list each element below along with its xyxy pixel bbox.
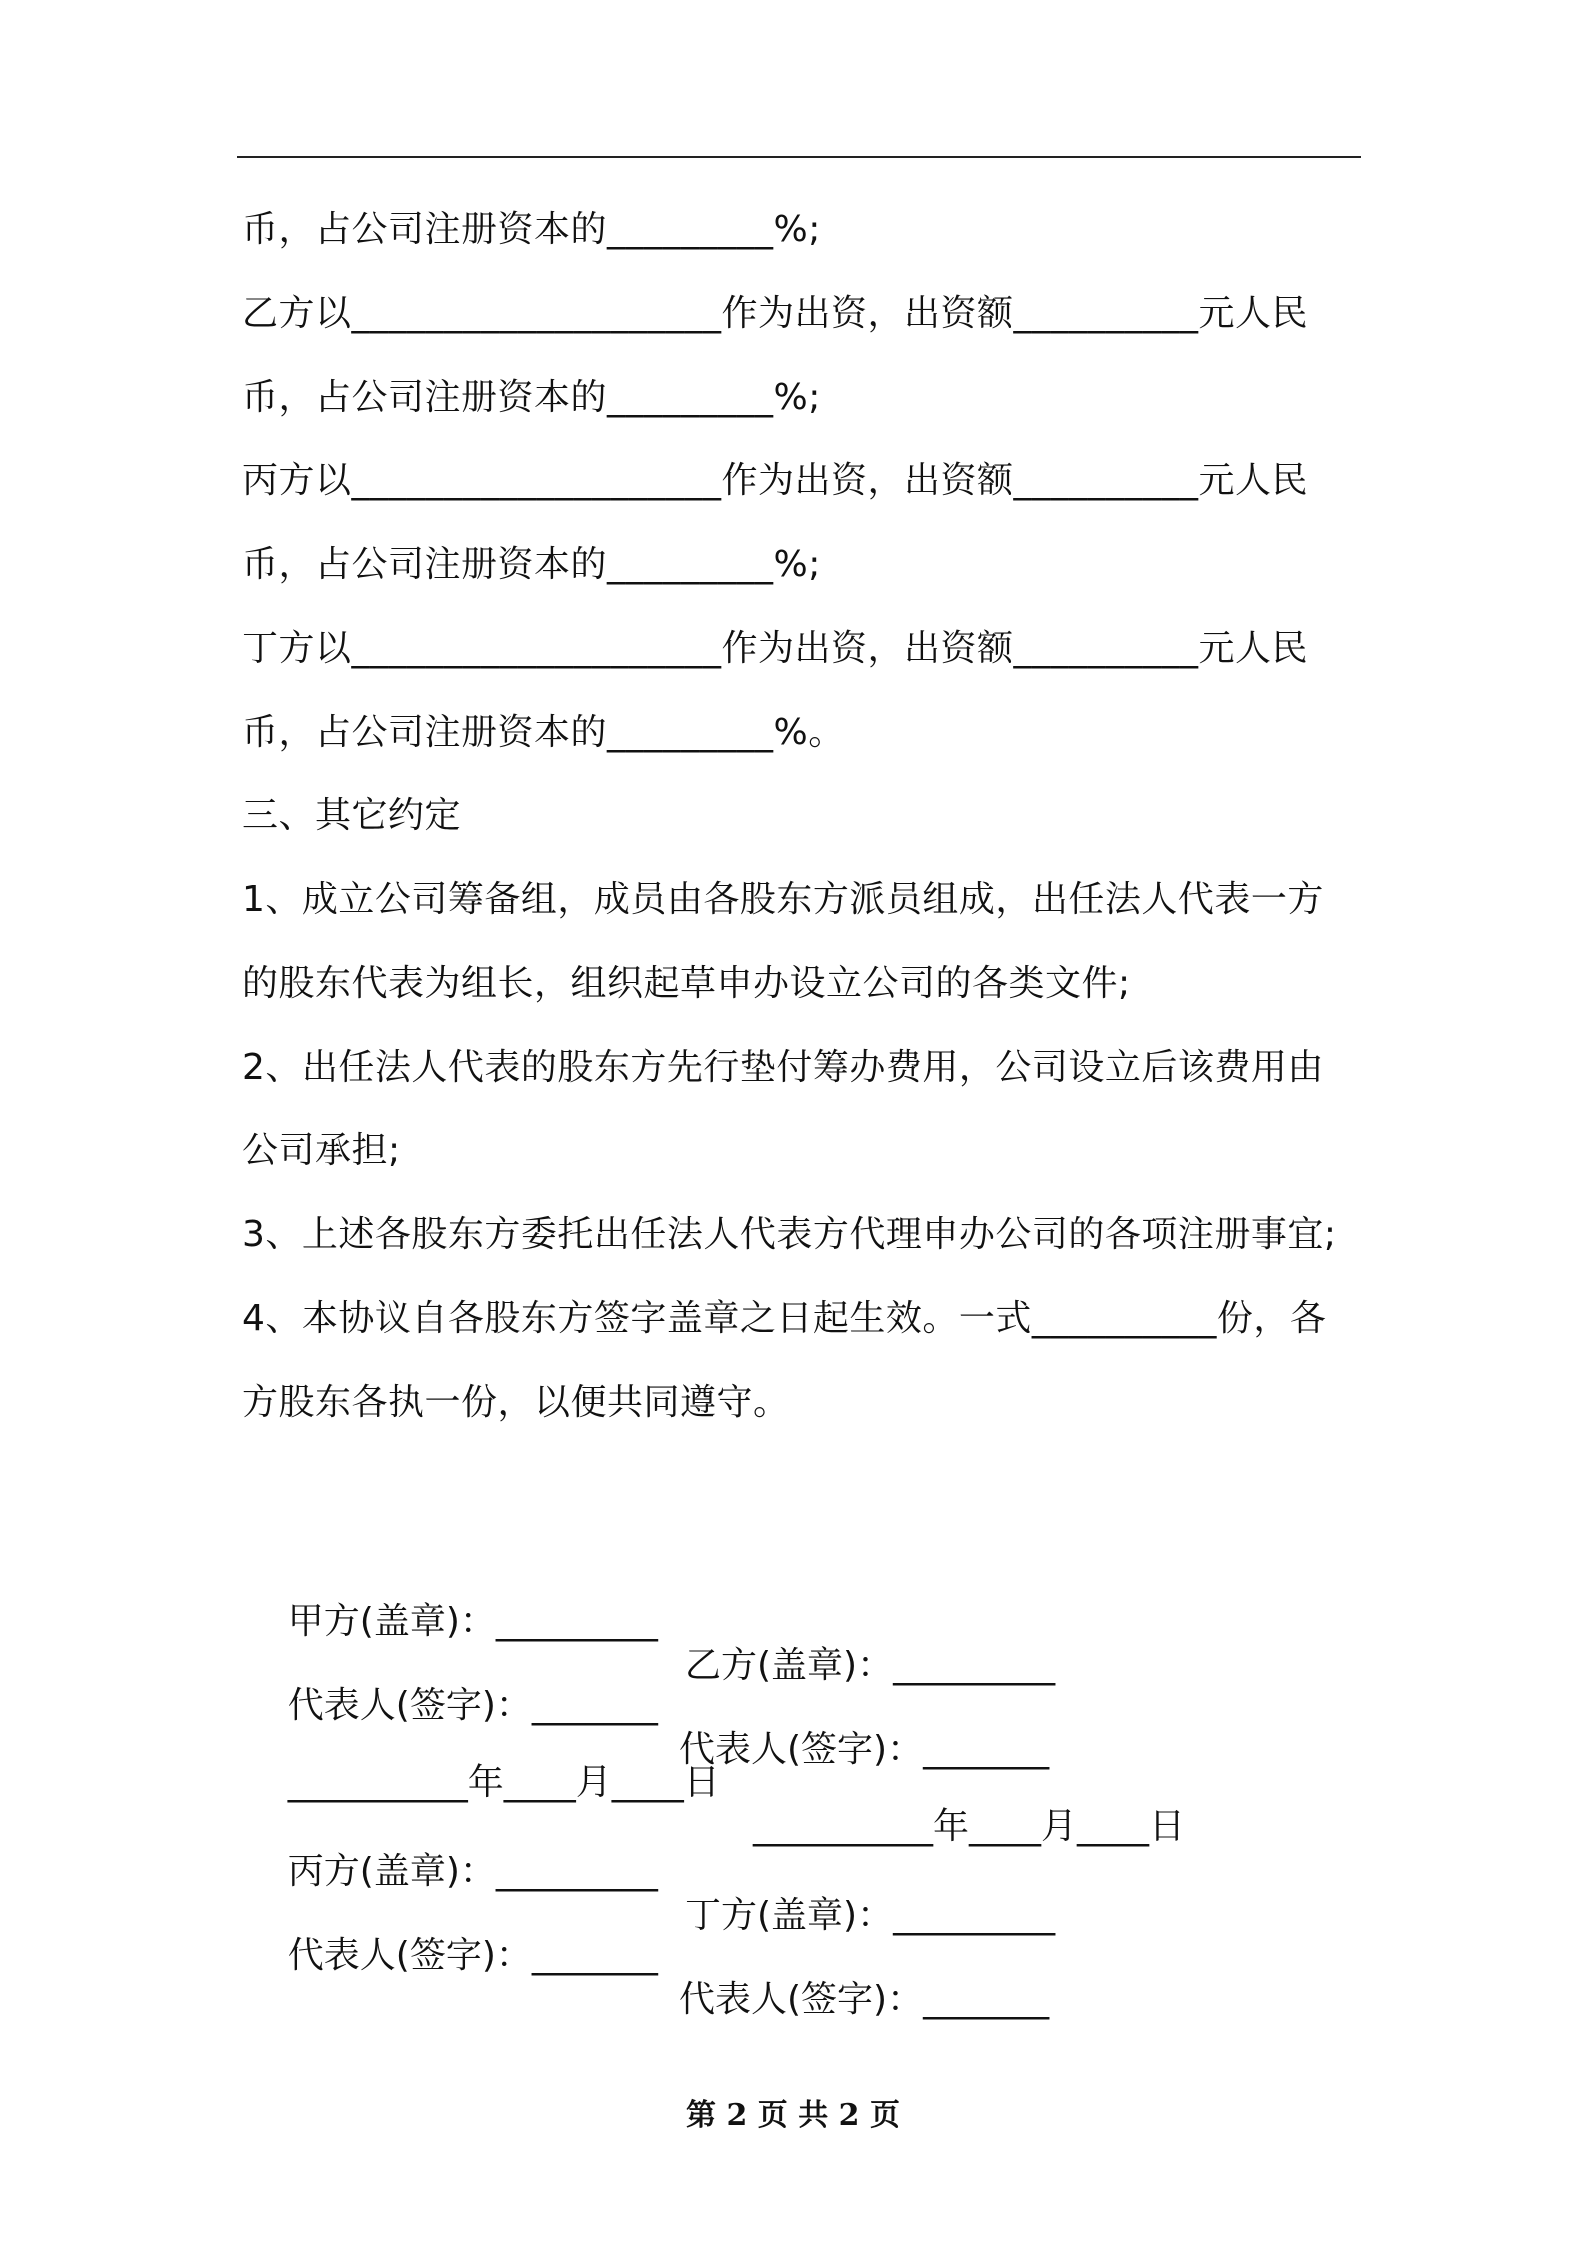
representative-sign-field-3[interactable]: 代表人(签字)：_______: [287, 1935, 658, 1976]
body-line-12: 公司承担;: [242, 1130, 401, 1171]
representative-sign-field-2[interactable]: 代表人(签字)：_______: [679, 1729, 1050, 1770]
body-line-13: 3、上述各股东方委托出任法人代表方代理申办公司的各项注册事宜;: [242, 1214, 1337, 1255]
body-line-15: 方股东各执一份，以便共同遵守。: [242, 1382, 790, 1423]
body-line-10: 的股东代表为组长，组织起草申办设立公司的各类文件;: [242, 963, 1131, 1004]
party-d-seal-field[interactable]: 丁方(盖章)：_________: [685, 1895, 1056, 1936]
body-line-7: 币，占公司注册资本的_________%。: [242, 712, 845, 753]
representative-sign-field-1[interactable]: 代表人(签字)：_______: [287, 1685, 658, 1726]
body-line-14: 4、本协议自各股东方签字盖章之日起生效。一式__________份，各: [242, 1298, 1327, 1339]
date-field-2[interactable]: __________年____月____日: [753, 1806, 1185, 1847]
party-a-seal-field[interactable]: 甲方(盖章)：_________: [287, 1601, 658, 1642]
body-line-1: 币，占公司注册资本的_________%;: [242, 209, 821, 250]
date-field-1[interactable]: __________年____月____日: [287, 1762, 720, 1803]
party-c-seal-field[interactable]: 丙方(盖章)：_________: [287, 1851, 658, 1892]
page-number-footer: 第 2 页 共 2 页: [686, 2098, 900, 2133]
body-line-9: 1、成立公司筹备组，成员由各股东方派员组成，出任法人代表一方: [242, 879, 1324, 920]
body-line-4: 丙方以____________________作为出资，出资额__________元人民: [242, 460, 1309, 501]
body-line-3: 币，占公司注册资本的_________%;: [242, 377, 821, 418]
representative-sign-field-4[interactable]: 代表人(签字)：_______: [679, 1979, 1050, 2020]
section-heading: 三、其它约定: [242, 795, 462, 836]
header-rule: [237, 156, 1361, 158]
body-line-6: 丁方以____________________作为出资，出资额__________元人民: [242, 628, 1309, 669]
body-line-11: 2、出任法人代表的股东方先行垫付筹办费用，公司设立后该费用由: [242, 1047, 1324, 1088]
body-line-2: 乙方以____________________作为出资，出资额__________元人民: [242, 293, 1309, 334]
body-line-5: 币，占公司注册资本的_________%;: [242, 544, 821, 585]
party-b-seal-field[interactable]: 乙方(盖章)：_________: [685, 1645, 1056, 1686]
